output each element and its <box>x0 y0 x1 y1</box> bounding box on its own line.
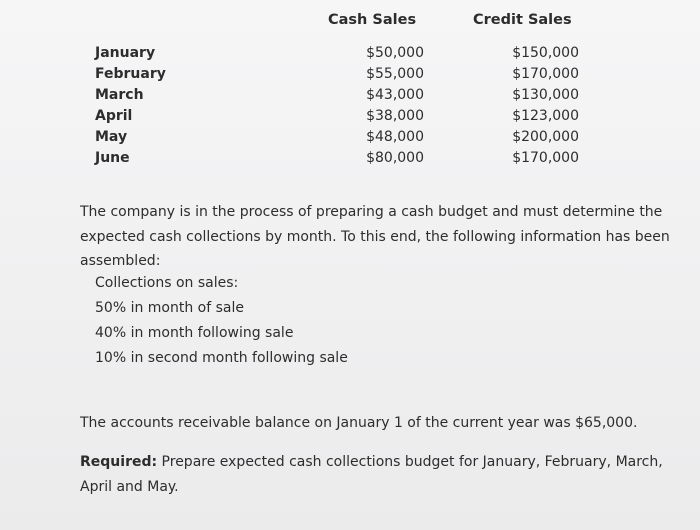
credit-sales-value: $123,000 <box>512 108 579 124</box>
collections-list <box>95 271 348 371</box>
collections-item: 10% in second month following sale <box>95 350 348 366</box>
month-label: April <box>95 108 133 124</box>
month-label: May <box>95 129 128 145</box>
collections-heading: Collections on sales: <box>95 275 239 291</box>
credit-sales-value: $130,000 <box>512 87 579 103</box>
cash-sales-value: $48,000 <box>366 129 424 145</box>
cash-sales-header: Cash Sales <box>328 12 417 28</box>
month-column <box>95 43 166 169</box>
cash-sales-value: $55,000 <box>366 66 424 82</box>
credit-sales-value: $150,000 <box>512 45 579 61</box>
credit-sales-header: Credit Sales <box>473 12 572 28</box>
required-text: Prepare expected cash collections budget for January, February, March, April and May. <box>80 454 663 495</box>
month-label: January <box>95 45 156 61</box>
credit-sales-value: $170,000 <box>512 66 579 82</box>
cash-sales-value: $80,000 <box>366 150 424 166</box>
collections-item: 40% in month following sale <box>95 325 294 341</box>
required-paragraph <box>80 450 680 500</box>
cash-sales-value: $38,000 <box>366 108 424 124</box>
cash-sales-column <box>340 43 424 169</box>
month-label: June <box>95 150 130 166</box>
cash-sales-value: $43,000 <box>366 87 424 103</box>
credit-sales-value: $200,000 <box>512 129 579 145</box>
cash-sales-value: $50,000 <box>366 45 424 61</box>
credit-sales-column <box>490 43 579 169</box>
month-label: March <box>95 87 144 103</box>
collections-item: 50% in month of sale <box>95 300 244 316</box>
credit-sales-value: $170,000 <box>512 150 579 166</box>
intro-paragraph: The company is in the process of preparing a cash budget and must determine the expected cash collections by month. To this end, the following information has been assembled: <box>80 204 670 269</box>
month-label: February <box>95 66 166 82</box>
accounts-receivable-text: The accounts receivable balance on January 1 of the current year was $65,000. <box>80 415 638 431</box>
required-label: Required: <box>80 454 158 470</box>
